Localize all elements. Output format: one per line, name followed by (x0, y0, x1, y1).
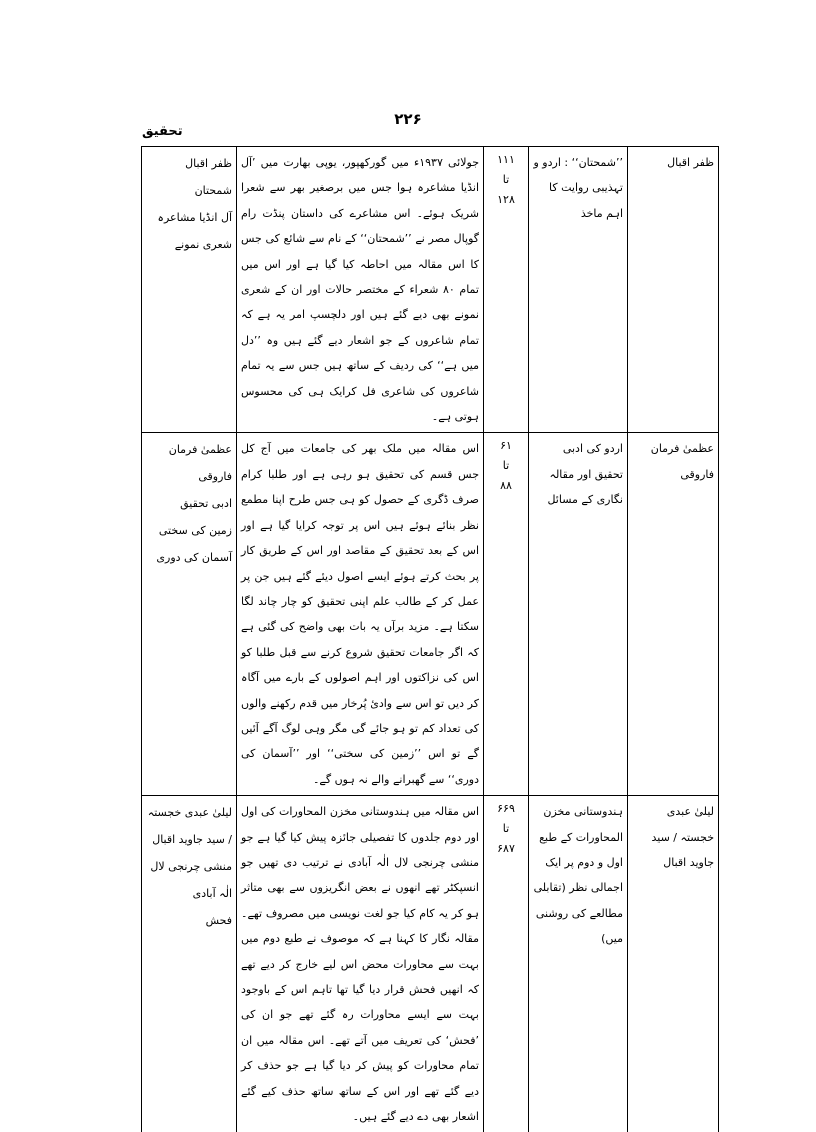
table-row (142, 796, 719, 1132)
page-from: ۶۶۹ (497, 802, 515, 816)
summary-cell: اس مقالہ میں ہندوستانی مخزن المحاورات کی اول اور دوم جلدوں کا تفصیلی جائزہ پیش کیا گیا ہے جو منشی چرنجی لال الٰہ آبادی نے ترتیب دی تھیں جو انسپکٹر تھے انھوں نے بعض انگریزوں سے بھی متاثر ہو کر یہ کام کیا جو لغت نویسی میں مصروف تھے۔ مقالہ نگار کا کہنا ہے کہ موصوف نے طبع دوم میں بہت سے محاورات محض اس لیے خارج کر دیے تھے کہ انھیں فحش قرار دیا گیا تھا تاہم اس کے باوجود بہت سے ایسے محاورات رہ گئے تھے جو ان کی ’فحش‘ کی تعریف میں آتے تھے۔ اس مقالہ میں ان تمام محاورات کو پیش کر دیا گیا ہے جو حذف کر دیے گئے تھے اور اس کے ساتھ ساتھ حذف کیے گئے اشعار بھی دے دیے گئے ہیں۔ (237, 796, 484, 1132)
page-from: ۶۱ (500, 439, 512, 453)
abstracts-table (141, 146, 719, 1132)
keyword: آل انڈیا مشاعرہ (157, 211, 232, 224)
article-title-cell: ’’شمحتان‘‘ : اردو و تہذیبی روایت کا اہم ماخذ (529, 147, 628, 433)
page-to: ۶۸۷ (497, 842, 515, 856)
keyword: شمحتان (194, 184, 232, 197)
keyword: فحش (205, 914, 232, 928)
page-range-cell (484, 433, 529, 796)
keyword: عظمیٰ فرمان فاروقی (168, 443, 232, 484)
page-to: ۱۲۸ (497, 193, 515, 206)
article-title-cell: اردو کی ادبی تحقیق اور مقالہ نگاری کے مسائل (529, 433, 628, 796)
page-number: ۲۲۶ (394, 110, 422, 128)
keyword: لیلیٰ عبدی خجستہ / سید جاوید اقبال (147, 806, 232, 847)
page-range-cell (484, 147, 529, 433)
summary-cell: جولائی ۱۹۳۷ء میں گورکھپور، یوپی بھارت میں ’آل انڈیا مشاعرہ ہوا جس میں برصغیر بھر سے شعرا شریک ہوئے۔ اس مشاعرے کی داستان پنڈت رام گوپال مصر نے ’’شمحتان‘‘ کے نام سے شائع کی جس کا اس مقالہ میں احاطہ کیا گیا ہے اور اس میں تمام ۸۰ شعراء کے مختصر حالات اور ان کے شعری نمونے بھی دیے گئے ہیں اور دلچسپ امر یہ ہے کہ تمام شاعروں کے جو اشعار دیے گئے ہیں وہ ’’دل میں ہے‘‘ کی ردیف کے ساتھ ہیں جس سے یہ تمام شاعروں کی شاعری فل کرایک ہی کی محسوس ہوتی ہے۔ (237, 147, 484, 433)
keyword: ادبی تحقیق (180, 497, 232, 511)
author-cell: عظمیٰ فرمان فاروقی (628, 433, 719, 796)
running-title: تحقیق (142, 124, 183, 139)
table-row (142, 147, 719, 433)
page-range-cell (484, 796, 529, 1132)
keyword: ظفر اقبال (185, 157, 232, 170)
keyword: شعری نمونے (174, 238, 232, 251)
page-separator: تا (502, 173, 510, 186)
author-cell: ظفر اقبال (628, 147, 719, 433)
author-cell: لیلیٰ عبدی خجستہ / سید جاوید اقبال (628, 796, 719, 1132)
keywords-cell (142, 796, 237, 1132)
keyword: زمین کی سختی (158, 524, 232, 538)
page-separator: تا (502, 459, 510, 473)
keyword: منشی چرنجی لال الٰہ آبادی (150, 860, 232, 901)
keywords-cell (142, 433, 237, 796)
page-separator: تا (502, 822, 510, 836)
keywords-cell (142, 147, 237, 433)
keyword: آسمان کی دوری (156, 551, 232, 565)
page-to: ۸۸ (500, 479, 512, 493)
table-row (142, 433, 719, 796)
page-from: ۱۱۱ (497, 153, 515, 166)
article-title-cell: ہندوستانی مخزن المحاورات کے طبع اول و دوم پر ایک اجمالی نظر (تقابلی مطالعے کی روشنی میں) (529, 796, 628, 1132)
summary-cell: اس مقالہ میں ملک بھر کی جامعات میں آج کل جس قسم کی تحقیق ہو رہی ہے اور طلبا کرام صرف ڈگری کے حصول کو ہی جس طرح اپنا مطمع نظر بنائے ہوئے ہیں اس پر توجہ کرایا گیا ہے اور اس کے بعد تحقیق کے مقاصد اور اس کے طریق کار پر بحث کرتے ہوئے ایسے اصول دیئے گئے ہیں جن پر عمل کر کے طالب علم اپنی تحقیق کو چار چاند لگا سکتا ہے۔ مزید برآں یہ بات بھی واضح کی گئی ہے کہ اگر جامعات تحقیق شروع کرنے سے قبل طلبا کو اس کی نزاکتوں اور اہم اصولوں کے بارے میں آگاہ کر دیں تو اس سے وادیٔ پُرخار میں قدم رکھنے والوں کی تعداد کم تو ہو جائے گی مگر وہی لوگ آگے آئیں گے تو اس ’’زمین کی سختی‘‘ اور ’’آسمان کی دوری‘‘ سے گھبرانے والے نہ ہوں گے۔ (237, 433, 484, 796)
